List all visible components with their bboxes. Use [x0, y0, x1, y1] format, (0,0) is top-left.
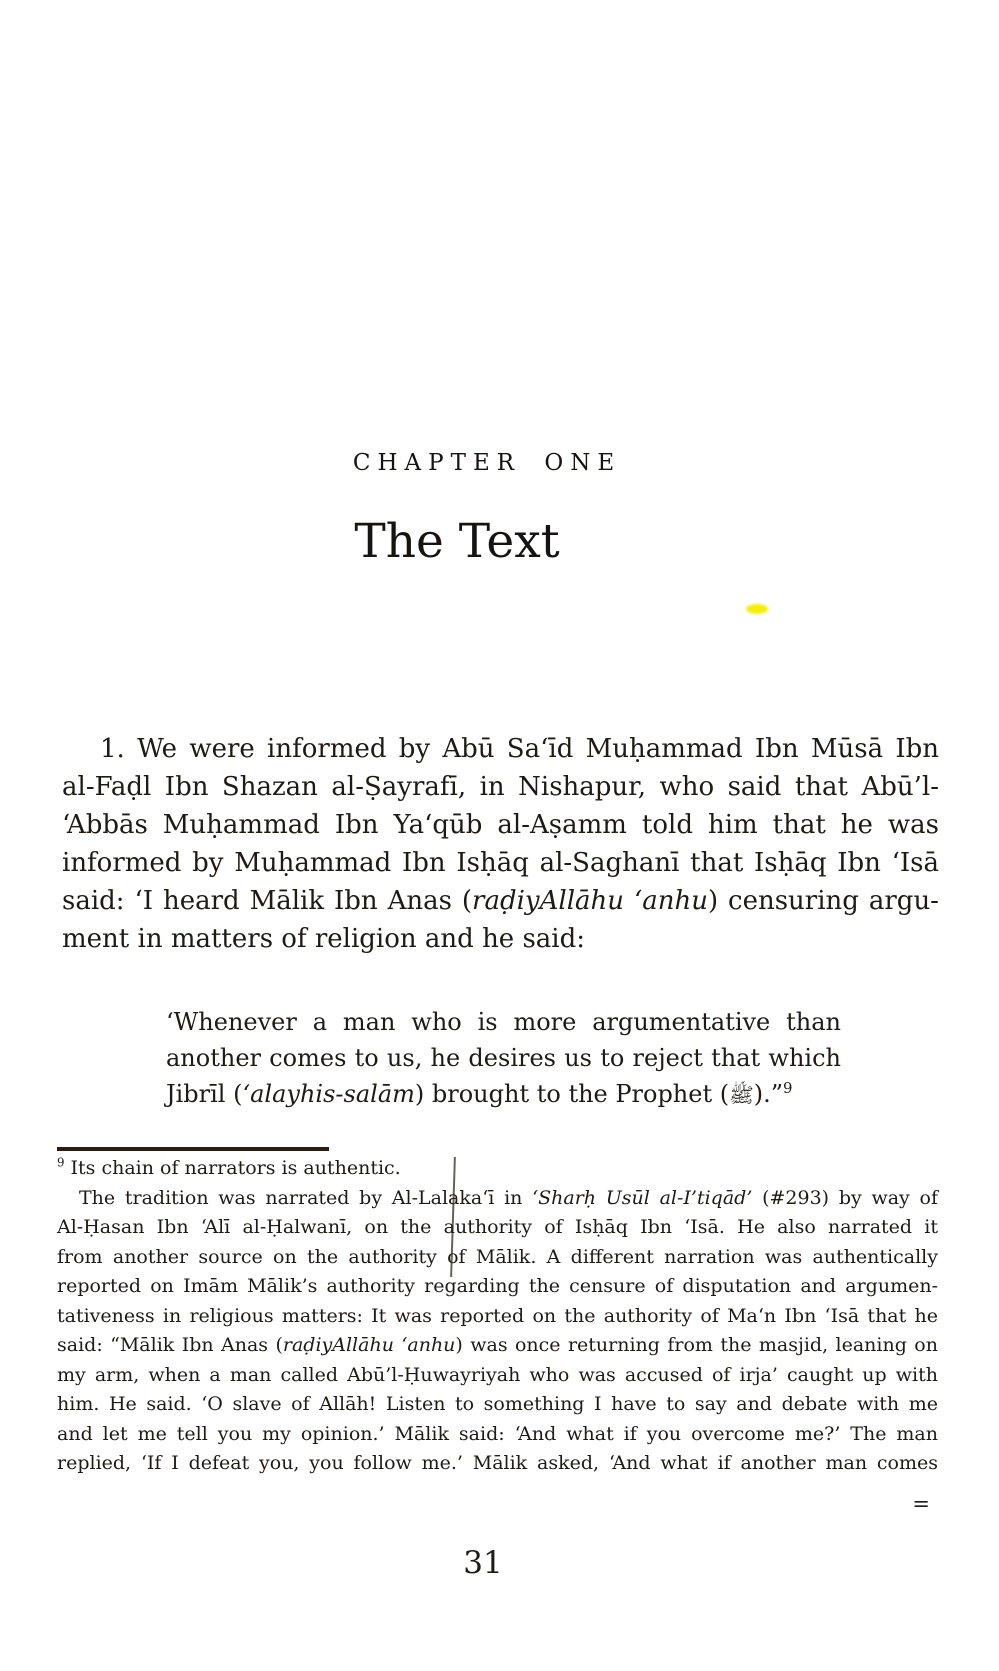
text-line: my arm, when a man called Abū’l-Ḥuwayriyah who was accused of irja’ caught up with: [57, 1363, 938, 1386]
text-line: The tradition was narrated by Al-Lalaka‘ī in ‘Sharḥ Usūl al-I’tiqād’ (#293) by way of: [79, 1186, 938, 1209]
text-line: informed by Muḥammad Ibn Isḥāq al-Saghanī that Isḥāq Ibn ‘Isā: [62, 848, 939, 878]
text-line: ‘Whenever a man who is more argumentative than: [166, 1008, 841, 1036]
text-line: said: “Mālik Ibn Anas (raḍiyAllāhu ‘anhu) was once returning from the masjid, leaning on: [57, 1334, 938, 1356]
text-line: Al-Ḥasan Ibn ‘Alī al-Ḥalwanī, on the authority of Isḥāq Ibn ‘Isā. He also narrated it: [57, 1216, 938, 1238]
text-line: said: ‘I heard Mālik Ibn Anas (raḍiyAllāhu ‘anhu) censuring argu-: [62, 886, 939, 916]
text-line: Jibrīl (‘alayhis-salām) brought to the Prophet (ﷺ).”$^9$: [166, 1079, 793, 1108]
text-line: replied, ‘If I defeat you, you follow me.’ Mālik asked, ‘And what if another man comes: [57, 1452, 938, 1474]
page-number: 31: [463, 1545, 503, 1581]
footnote-block: [57, 1154, 938, 1479]
text-line: another comes to us, he desires us to reject that which: [166, 1044, 841, 1072]
blockquote: [166, 1004, 841, 1113]
chapter-heading: CHAPTER ONE: [352, 450, 622, 476]
footnote-continuation-row: [57, 1488, 938, 1520]
text-line: him. He said. ‘O slave of Allāh! Listen to something I have to say and debate with me: [57, 1393, 938, 1415]
text-line: tativeness in religious matters: It was reported on the authority of Ma‘n Ibn ‘Isā that he: [57, 1304, 938, 1327]
text-line: from another source on the authority of Mālik. A different narration was authentically: [57, 1245, 938, 1268]
text-line: reported on Imām Mālik’s authority regarding the censure of disputation and argumen-: [57, 1275, 938, 1297]
main-paragraph: [62, 730, 939, 958]
page-title: The Text: [354, 514, 560, 569]
text-line: and let me tell you my opinion.’ Mālik said: ‘And what if you overcome me?’ The man: [57, 1422, 938, 1445]
continuation-mark: =: [912, 1492, 930, 1516]
yellow-highlight-mark: [746, 604, 768, 614]
text-line: 1. We were informed by Abū Sa‘īd Muḥammad Ibn Mūsā Ibn: [100, 734, 939, 764]
text-line: al-Faḍl Ibn Shazan al-Ṣayrafī, in Nishapur, who said that Abū’l-: [62, 772, 939, 802]
text-line: $^9$ Its chain of narrators is authentic.: [57, 1155, 401, 1179]
footnote-rule: [57, 1147, 329, 1151]
text-line: ment in matters of religion and he said:: [62, 924, 586, 954]
text-line: ‘Abbās Muḥammad Ibn Ya‘qūb al-Aṣamm told him that he was: [62, 810, 939, 840]
